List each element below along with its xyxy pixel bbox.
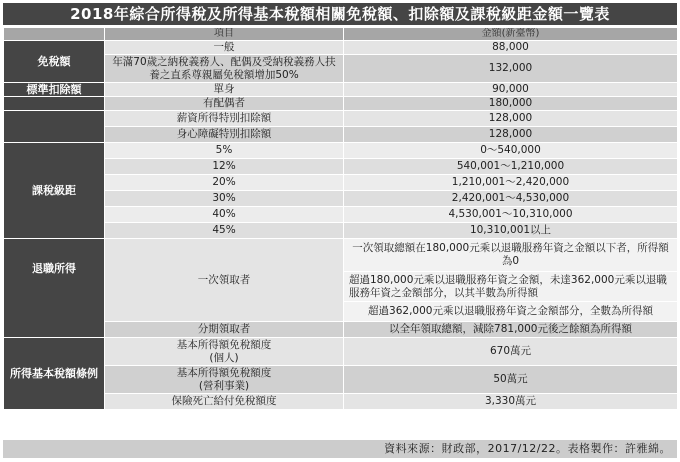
- header-spacer: [4, 28, 105, 41]
- table-row: [4, 111, 678, 127]
- rate-cell: 20%: [105, 175, 344, 191]
- table-row: [4, 143, 678, 159]
- amount-cell: 88,000: [344, 41, 678, 55]
- header-row: [4, 28, 678, 41]
- source-note: [3, 440, 677, 458]
- amount-cell: 50萬元: [344, 366, 678, 394]
- tax-table: [3, 27, 678, 410]
- item-cell: 保險死亡給付免稅額度: [105, 394, 344, 410]
- table-row: [4, 41, 678, 55]
- rate-cell: 12%: [105, 159, 344, 175]
- table-row: [4, 338, 678, 366]
- category-standard-deduction: 標準扣除額: [4, 83, 105, 97]
- category-retirement: 退職所得: [4, 239, 105, 338]
- source-text: 資料來源：財政部，2017/12/22。表格製作：許雅綿。: [384, 442, 671, 455]
- item-cell: 身心障礙特別扣除額: [105, 127, 344, 143]
- amount-cell: 128,000: [344, 111, 678, 127]
- rate-cell: 5%: [105, 143, 344, 159]
- table-row: [4, 239, 678, 272]
- category-blank: [4, 111, 105, 143]
- range-cell: 0～540,000: [344, 143, 678, 159]
- item-cell: 基本所得額免稅額度 (營利事業): [105, 366, 344, 394]
- category-exemption: 免稅額: [4, 41, 105, 83]
- rate-cell: 30%: [105, 191, 344, 207]
- table-row: [4, 207, 678, 223]
- table-row: [4, 175, 678, 191]
- rate-cell: 40%: [105, 207, 344, 223]
- item-cell: 單身: [105, 83, 344, 97]
- table-row: [4, 322, 678, 338]
- amount-cell: 3,330萬元: [344, 394, 678, 410]
- table-row: [4, 366, 678, 394]
- item-cell: 一般: [105, 41, 344, 55]
- installment-label: 分期領取者: [105, 322, 344, 338]
- item-cell: 薪資所得特別扣除額: [105, 111, 344, 127]
- range-cell: 2,420,001～4,530,000: [344, 191, 678, 207]
- lump-sum-label: 一次領取者: [105, 239, 344, 322]
- category-basic-tax: 所得基本稅額條例: [4, 338, 105, 410]
- table-row: [4, 394, 678, 410]
- range-cell: 10,310,001以上: [344, 223, 678, 239]
- category-brackets: 課稅級距: [4, 143, 105, 239]
- amount-cell: 670萬元: [344, 338, 678, 366]
- rule-cell: 一次領取總額在180,000元乘以退職服務年資之金額以下者，所得額為0: [344, 239, 678, 272]
- table-row: [4, 127, 678, 143]
- category-blank: [4, 97, 105, 111]
- amount-cell: 132,000: [344, 55, 678, 83]
- table-row: [4, 223, 678, 239]
- rule-cell: 超過362,000元乘以退職服務年資之金額部分，全數為所得額: [344, 302, 678, 322]
- amount-cell: 128,000: [344, 127, 678, 143]
- amount-cell: 90,000: [344, 83, 678, 97]
- rate-cell: 45%: [105, 223, 344, 239]
- header-amount: 金額(新臺幣): [344, 28, 678, 41]
- item-cell: 有配偶者: [105, 97, 344, 111]
- header-item: 項目: [105, 28, 344, 41]
- item-cell: 基本所得額免稅額度 (個人): [105, 338, 344, 366]
- table-row: [4, 55, 678, 83]
- rule-cell: 以全年領取總額，減除781,000元後之餘額為所得額: [344, 322, 678, 338]
- amount-cell: 180,000: [344, 97, 678, 111]
- table-title: 2018年綜合所得稅及所得基本稅額相關免稅額、扣除額及課稅級距金額一覽表: [3, 3, 677, 25]
- range-cell: 4,530,001～10,310,000: [344, 207, 678, 223]
- range-cell: 540,001～1,210,000: [344, 159, 678, 175]
- table-row: [4, 191, 678, 207]
- table-row: [4, 83, 678, 97]
- rule-cell: 超過180,000元乘以退職服務年資之金額，未達362,000元乘以退職服務年資之金額部分，以其半數為所得額: [344, 272, 678, 302]
- range-cell: 1,210,001～2,420,000: [344, 175, 678, 191]
- table-row: [4, 97, 678, 111]
- table-row: [4, 159, 678, 175]
- item-cell: 年滿70歲之納稅義務人、配偶及受納稅義務人扶養之直系尊親屬免稅額增加50%: [105, 55, 344, 83]
